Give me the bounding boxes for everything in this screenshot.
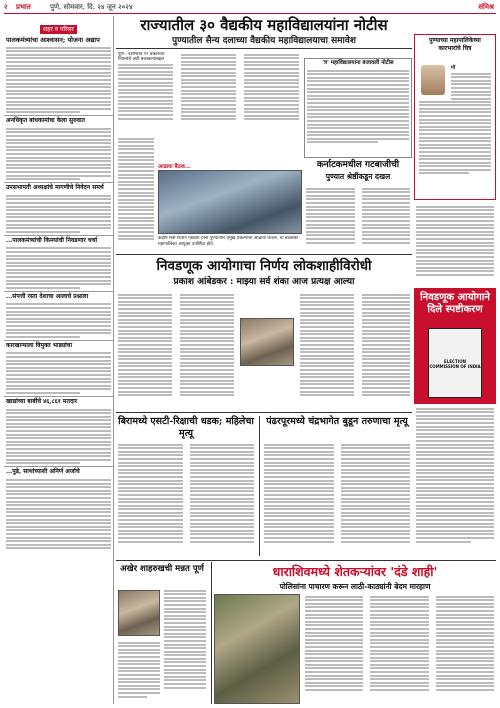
st-headline: बिरामध्ये एसटी-रिक्षाची धडक; महिलेचा मृत्यू — [118, 416, 254, 439]
left-headline-8: ...पुढे, साथांच्याशी अनिर्ण अर्जाचे — [4, 466, 113, 477]
left-headline-2: अनधिकृत बांधकामांचा केला सुरुवात — [4, 115, 113, 126]
pandharpur-body — [262, 442, 412, 558]
meeting-photo — [158, 170, 302, 234]
lead-underline — [116, 48, 412, 49]
book-title: ELECTION COMMISSION OF INDIA — [429, 359, 481, 369]
shahrukh-body — [162, 588, 208, 704]
lead-body — [116, 52, 301, 132]
farmer-headline: धाराशिवमध्ये शेतकऱ्यांवर 'दंडे शाही' — [272, 564, 438, 579]
left-headline-6: कारखान्याला विमुक्त भाड्यांचा — [4, 340, 113, 351]
main-story-top-rule — [116, 254, 412, 255]
karnataka-headline: कर्नाटकमधील गटबाजीची — [316, 160, 400, 170]
shahrukh-body-2 — [116, 640, 162, 704]
photo-label: आढावा बैठक... — [158, 164, 191, 170]
left-body-5 — [4, 303, 113, 337]
lead-subheadline: पुण्यातील सैन्य दलाच्या वैद्यकीय महाविद्यालयाचा समावेश — [171, 36, 357, 46]
pandharpur-headline: पंढरपूरमध्ये चंद्रभागेत बुडून तरुणाचा मृत्यू — [266, 416, 408, 427]
lead-inset-box — [304, 58, 412, 158]
st-body — [116, 442, 256, 558]
main-headline: निवडणूक आयोगाचा निर्णय लोकशाहीविरोधी — [156, 258, 372, 274]
issue-date: पुणे, सोमवार, दि. २४ जून २०२४ — [50, 3, 133, 11]
left-headline-1: पालकमंत्र्यांचा आश्वासन; योजना अद्याप — [6, 36, 100, 44]
side-profile-tag: गॉ — [451, 65, 456, 71]
left-body-1 — [4, 47, 113, 114]
farmer-body — [303, 594, 496, 704]
side-profile-body — [449, 65, 493, 101]
avatar — [421, 65, 445, 95]
photo-left-text — [116, 136, 156, 250]
farmer-photo — [214, 594, 300, 704]
karnataka-body — [304, 186, 412, 250]
left-body-2 — [4, 128, 113, 180]
lead-headline: राज्यातील ३० वैद्यकीय महाविद्यालयांना नोटीस — [140, 16, 388, 34]
left-body-6 — [4, 352, 113, 394]
section-tag: शहर व परिसर — [40, 25, 77, 34]
election-commission-box — [414, 288, 496, 404]
shahrukh-headline: अखेर शाहरुखची मन्नत पूर्ण — [120, 564, 204, 574]
inset-title: 'त्र' महाविद्यालयांना बजावली नोटीस — [322, 60, 394, 66]
left-body-8 — [4, 479, 113, 549]
mid-rule — [116, 412, 412, 413]
left-body-7 — [4, 409, 113, 465]
newspaper-name: प्रभात — [16, 2, 31, 11]
farmer-divider — [211, 562, 212, 704]
left-body-3 — [4, 195, 113, 233]
main-subheadline: प्रकाश आंबेडकर : माझ्या सर्व शंका आज प्रत्यक्ष आल्या — [173, 277, 355, 287]
ad-side-text — [414, 406, 496, 560]
page-number: २ — [4, 2, 8, 11]
side-column-text — [414, 204, 496, 284]
story-divider — [259, 416, 260, 556]
karnataka-subheadline: पुण्यात श्रेष्ठींकडून दखल — [325, 172, 391, 181]
left-headline-4: ...पालकमंत्र्यांची किमयांची निवडणार चर्चा — [4, 235, 113, 246]
left-column — [4, 16, 114, 704]
left-headline-5: ...संपत्ती रस्ता देशाचा आलाचे प्रश्नाला — [4, 291, 113, 302]
lead-dateline: पुणे : देशभरात १२ प्रकारच्या नियमांचे अटी बजावल्याबद्दल — [118, 52, 165, 62]
photo-caption: केंद्रीय मंत्री नितीन गडकरी यांनी पुण्यातील प्रमुख प्रकल्पांचा आढावा घेतला. या बैठकीस महापालिका आयुक्त उपस्थित होते. — [158, 236, 298, 247]
side-profile-body-2 — [417, 99, 493, 176]
masthead — [4, 2, 496, 14]
section-name: संमिश्र — [478, 2, 494, 11]
shahrukh-photo — [118, 590, 160, 636]
bottom-rule — [116, 560, 496, 561]
side-profile-box — [414, 34, 496, 200]
left-body-4 — [4, 247, 113, 289]
side-profile-title: पुण्याच्या महापालिकेच्या कारभारांचे चित्र — [429, 37, 481, 52]
farmer-subheadline: पोलिसांना पाचारण करून लाठी-काठ्यांनी बेदम मारहाण — [279, 582, 431, 591]
book-cover-image — [428, 328, 482, 398]
left-headline-7: खाद्यांच्या बाबींचे ४६,८६१ मतदार — [4, 396, 113, 407]
ambedkar-photo — [240, 318, 294, 366]
left-headline-3: उपसभापती अध्यक्षांचे मागणीचे निवेदन समर्थ — [4, 182, 113, 193]
ad-box-title: निवडणूक आयोगाने दिले स्पष्टीकरण — [420, 292, 490, 315]
